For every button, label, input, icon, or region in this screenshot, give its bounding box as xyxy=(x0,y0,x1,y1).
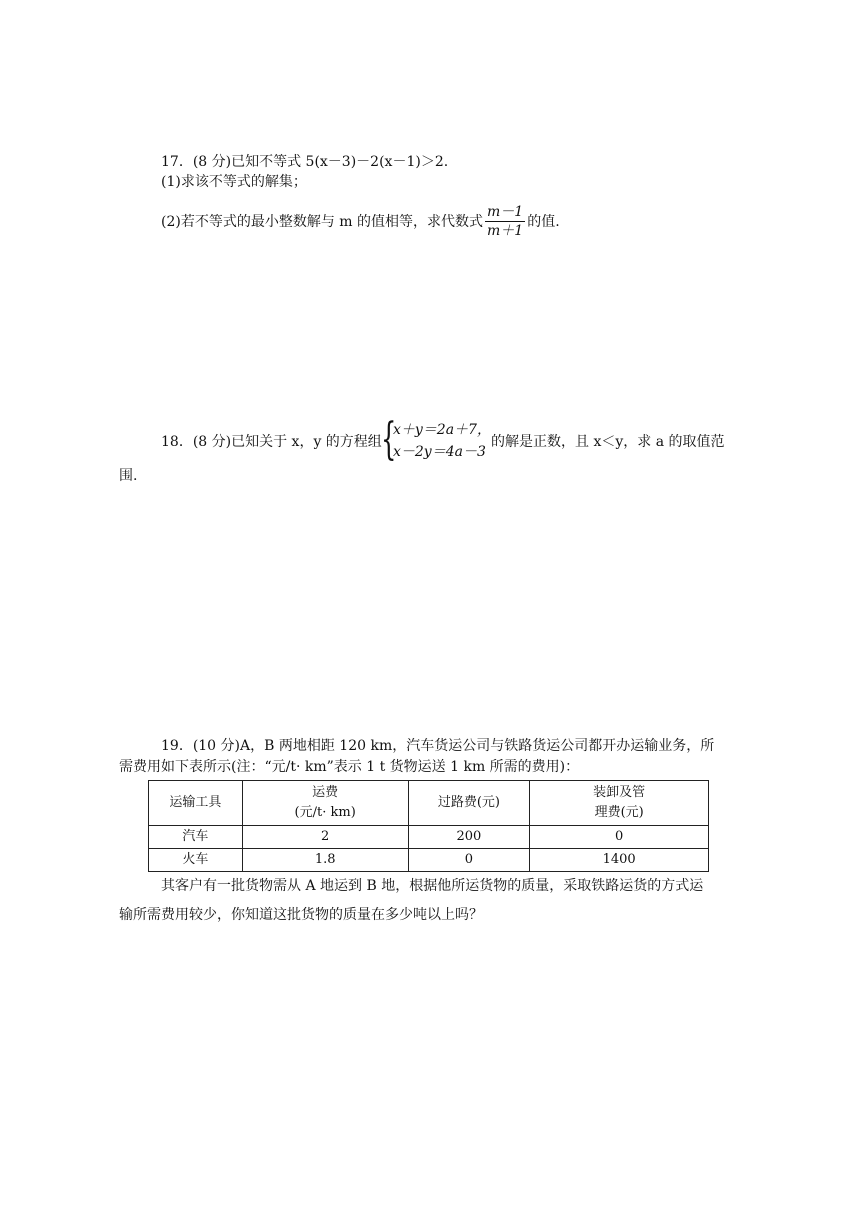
table-cell: 2 xyxy=(242,826,408,849)
q18-stem-tail: 的解是正数，且 x＜y，求 a 的取值范 xyxy=(491,434,725,450)
table-row xyxy=(149,849,709,872)
q18-line2: 围. xyxy=(119,468,138,484)
table-cell: 200 xyxy=(408,826,530,849)
equation-system xyxy=(381,414,491,465)
q17-part2-text: (2)若不等式的最小整数解与 m 的值相等，求代数式 xyxy=(161,213,484,230)
fraction xyxy=(485,203,525,240)
table-cell: 火车 xyxy=(149,849,243,872)
header-cell-freight xyxy=(242,781,408,826)
table-cell: 0 xyxy=(408,849,530,872)
q17-stem: 17．(8 分)已知不等式 5(x－3)－2(x－1)＞2. xyxy=(161,154,449,170)
header-cell-handling xyxy=(530,781,709,826)
fraction-denominator: m＋1 xyxy=(487,223,524,239)
brace-icon: { xyxy=(381,414,397,465)
q19-line2: 需费用如下表所示(注：“元/t· km”表示 1 t 货物运送 1 km 所需的费用)： xyxy=(119,759,580,775)
table-cell: 1400 xyxy=(530,849,709,872)
table-header-row xyxy=(149,781,709,826)
q17-part2 xyxy=(161,203,560,240)
header-cell-toll: 过路费(元) xyxy=(408,781,530,826)
q17-part1: (1)求该不等式的解集； xyxy=(161,174,307,190)
table-cell: 汽车 xyxy=(149,826,243,849)
equation-2: x－2y＝4a－3 xyxy=(393,444,486,460)
header-freight-line1: 运费 xyxy=(312,785,339,800)
table-cell: 1.8 xyxy=(242,849,408,872)
header-freight-line2: (元/t· km) xyxy=(294,805,356,820)
equation-1: x＋y＝2a＋7， xyxy=(393,422,491,438)
q19-line1: 19．(10 分)A，B 两地相距 120 km，汽车货运公司与铁路货运公司都开办运输业务，所 xyxy=(161,738,715,754)
header-cell-vehicle: 运输工具 xyxy=(149,781,243,826)
q19-after-line2: 输所需费用较少，你知道这批货物的质量在多少吨以上吗？ xyxy=(119,907,483,923)
header-handling-line1: 装卸及管 xyxy=(593,785,646,800)
cost-table xyxy=(148,780,709,872)
table-row xyxy=(149,826,709,849)
q19-after-line1: 其客户有一批货物需从 A 地运到 B 地，根据他所运货物的质量，采取铁路运货的方式运 xyxy=(161,878,704,894)
q18-stem: 18．(8 分)已知关于 x，y 的方程组 xyxy=(161,434,382,450)
q17-part2-tail: 的值. xyxy=(527,213,560,230)
header-handling-line2: 理费(元) xyxy=(594,805,644,820)
table-cell: 0 xyxy=(530,826,709,849)
fraction-numerator: m－1 xyxy=(487,204,524,220)
